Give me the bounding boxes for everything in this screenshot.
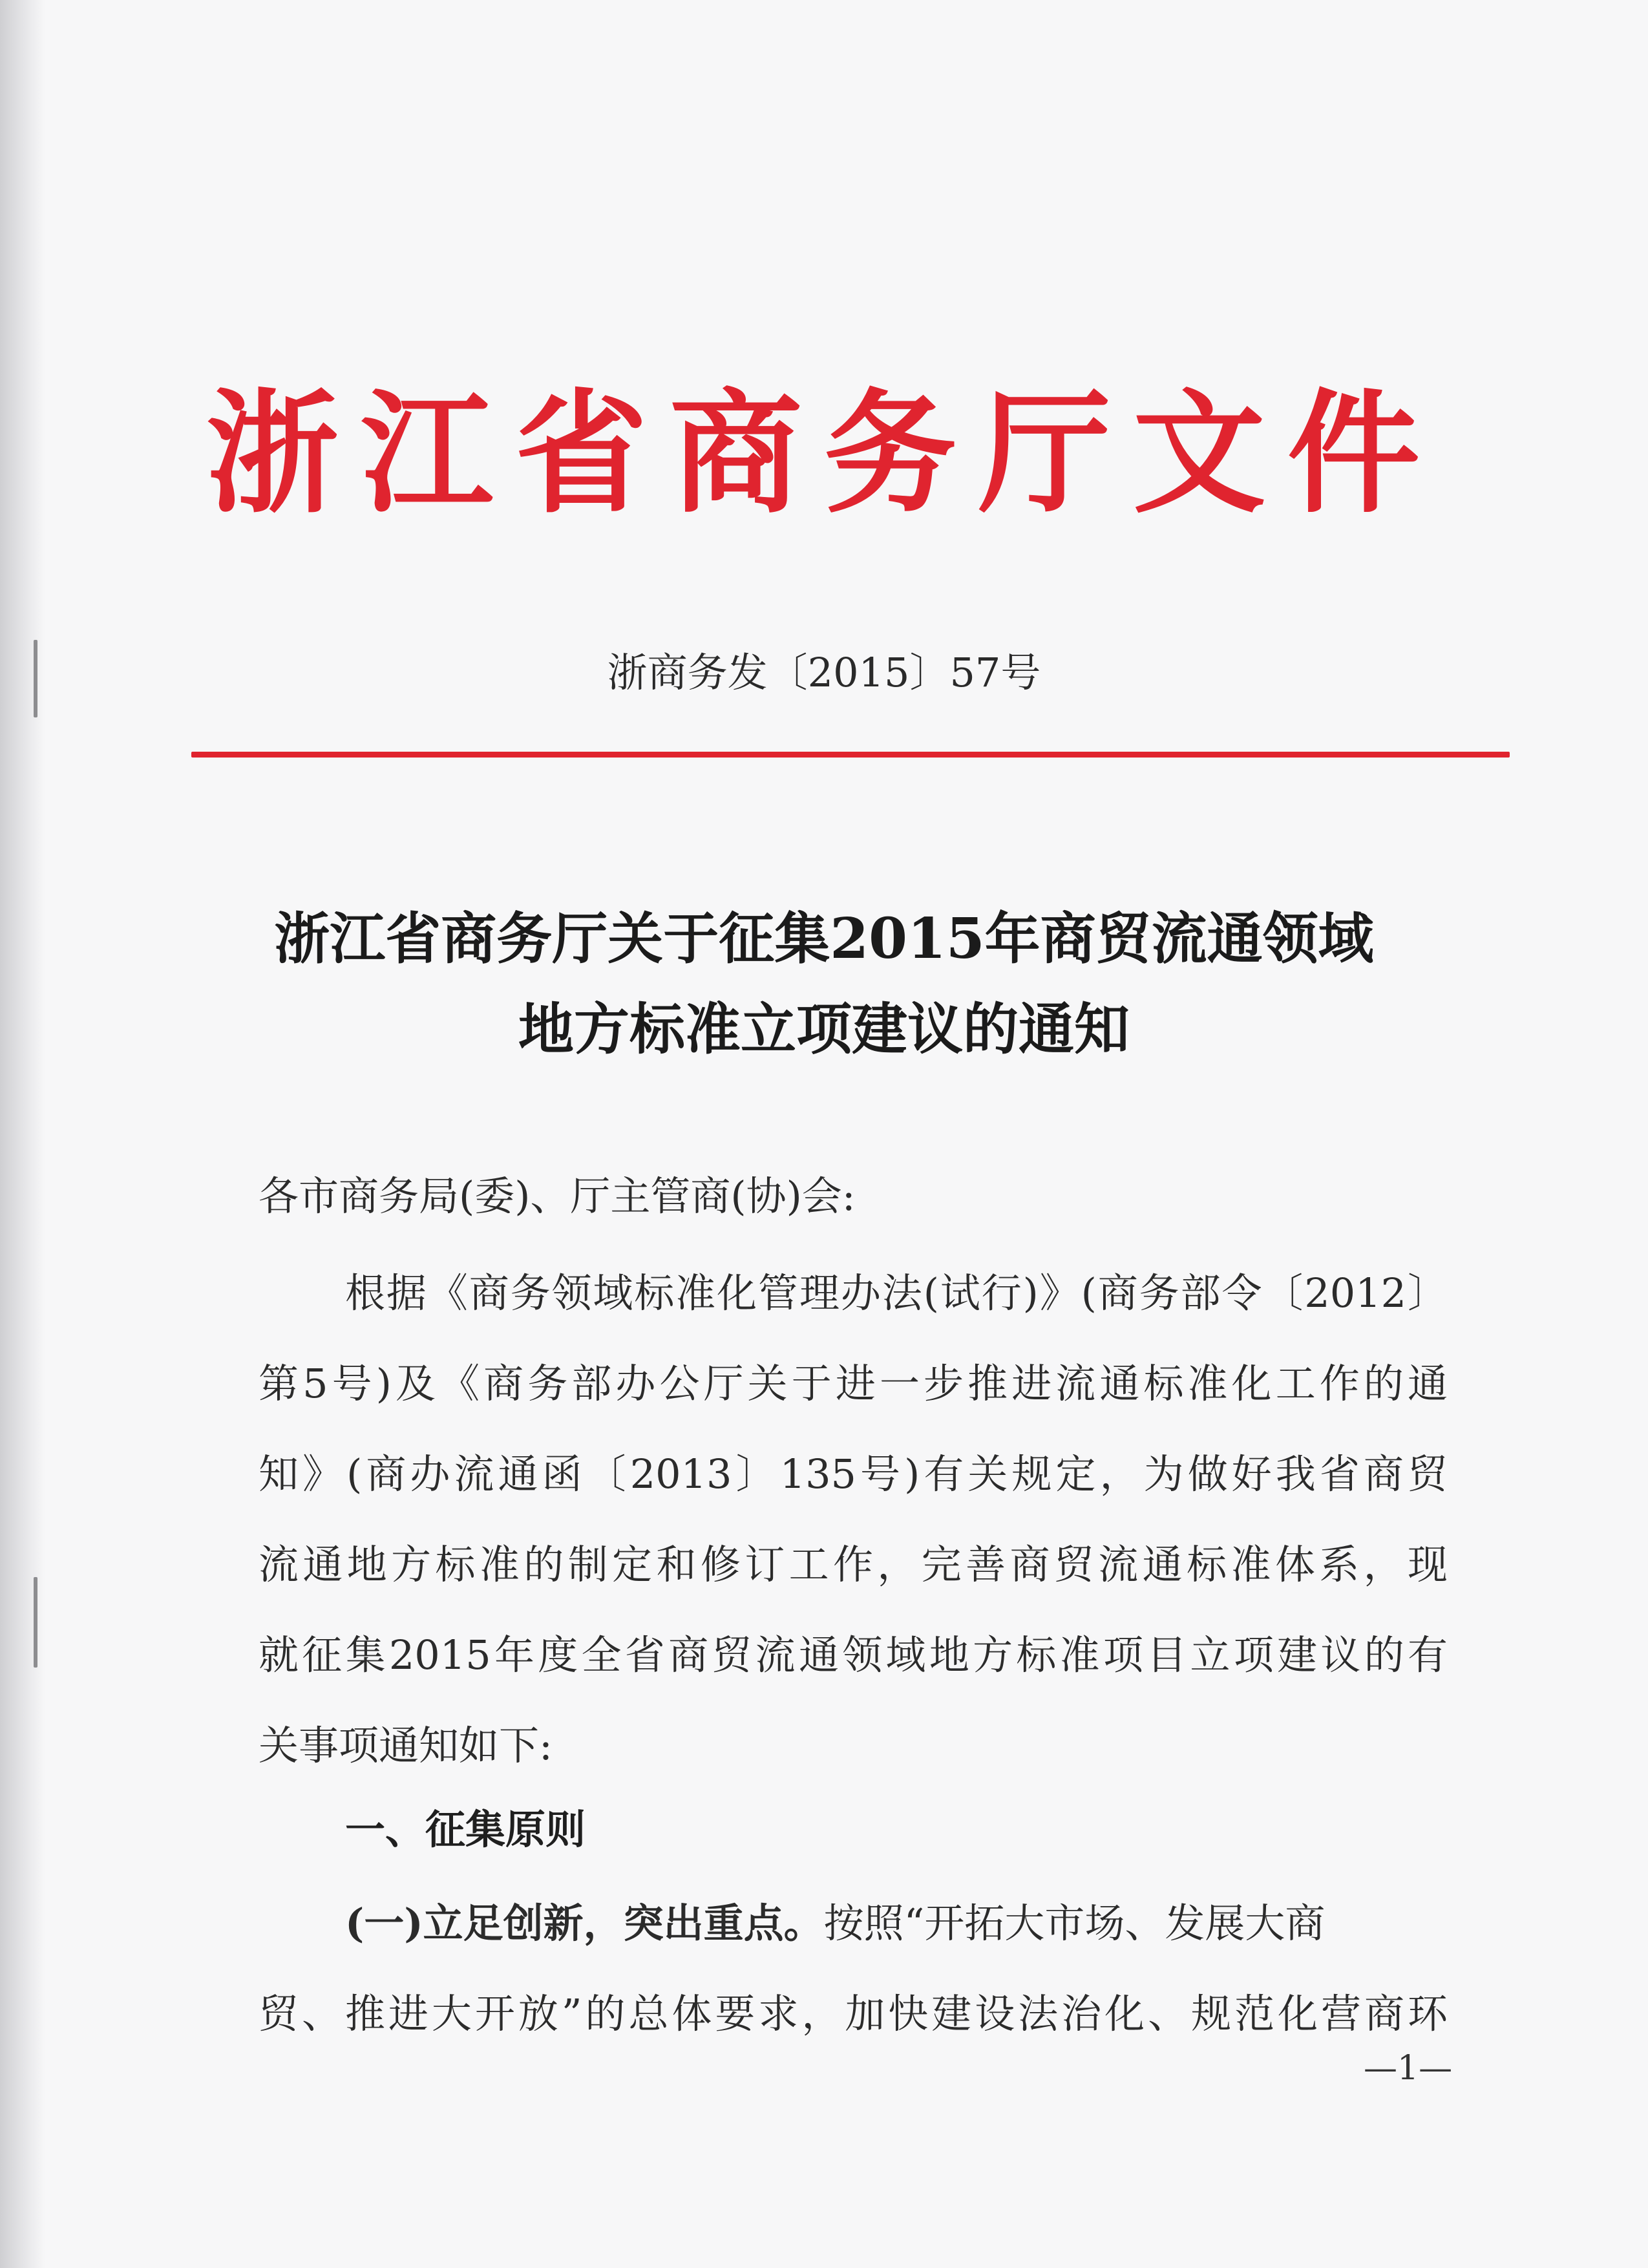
notice-title-line-2: 地方标准立项建议的通知 bbox=[518, 997, 1130, 1062]
agency-header-title: 浙江省商务厅文件 bbox=[206, 376, 1442, 531]
red-divider-rule bbox=[191, 752, 1510, 758]
item-lead-bold: (一)立足创新，突出重点。 bbox=[345, 1900, 824, 1947]
page-number: —1— bbox=[1364, 2049, 1453, 2088]
section-heading: 一、征集原则 bbox=[345, 1806, 586, 1853]
staple-mark bbox=[34, 1577, 37, 1668]
notice-title-line-1: 浙江省商务厅关于征集2015年商贸流通领域 bbox=[274, 906, 1374, 971]
paragraph-line: 根据《商务领域标准化管理办法(试行)》(商务部令〔2012〕 bbox=[345, 1269, 1448, 1317]
item-line: 贸、推进大开放”的总体要求，加快建设法治化、规范化营商环 bbox=[259, 1990, 1448, 2037]
binding-shadow bbox=[0, 0, 45, 2268]
paragraph-line: 第5号)及《商务部办公厅关于进一步推进流通标准化工作的通 bbox=[259, 1360, 1448, 1407]
salutation: 各市商务局(委)、厅主管商(协)会: bbox=[259, 1172, 856, 1220]
item-line bbox=[345, 1900, 1448, 1949]
item-text: 按照“开拓大市场、发展大商 bbox=[823, 1900, 1326, 1947]
paragraph-line: 流通地方标准的制定和修订工作，完善商贸流通标准体系，现 bbox=[259, 1541, 1448, 1588]
paragraph-line: 关事项通知如下: bbox=[259, 1722, 553, 1769]
paragraph-line: 就征集2015年度全省商贸流通领域地方标准项目立项建议的有 bbox=[259, 1631, 1448, 1679]
paragraph-line: 知》(商办流通函〔2013〕135号)有关规定，为做好我省商贸 bbox=[259, 1450, 1448, 1498]
document-number: 浙商务发〔2015〕57号 bbox=[607, 649, 1041, 696]
